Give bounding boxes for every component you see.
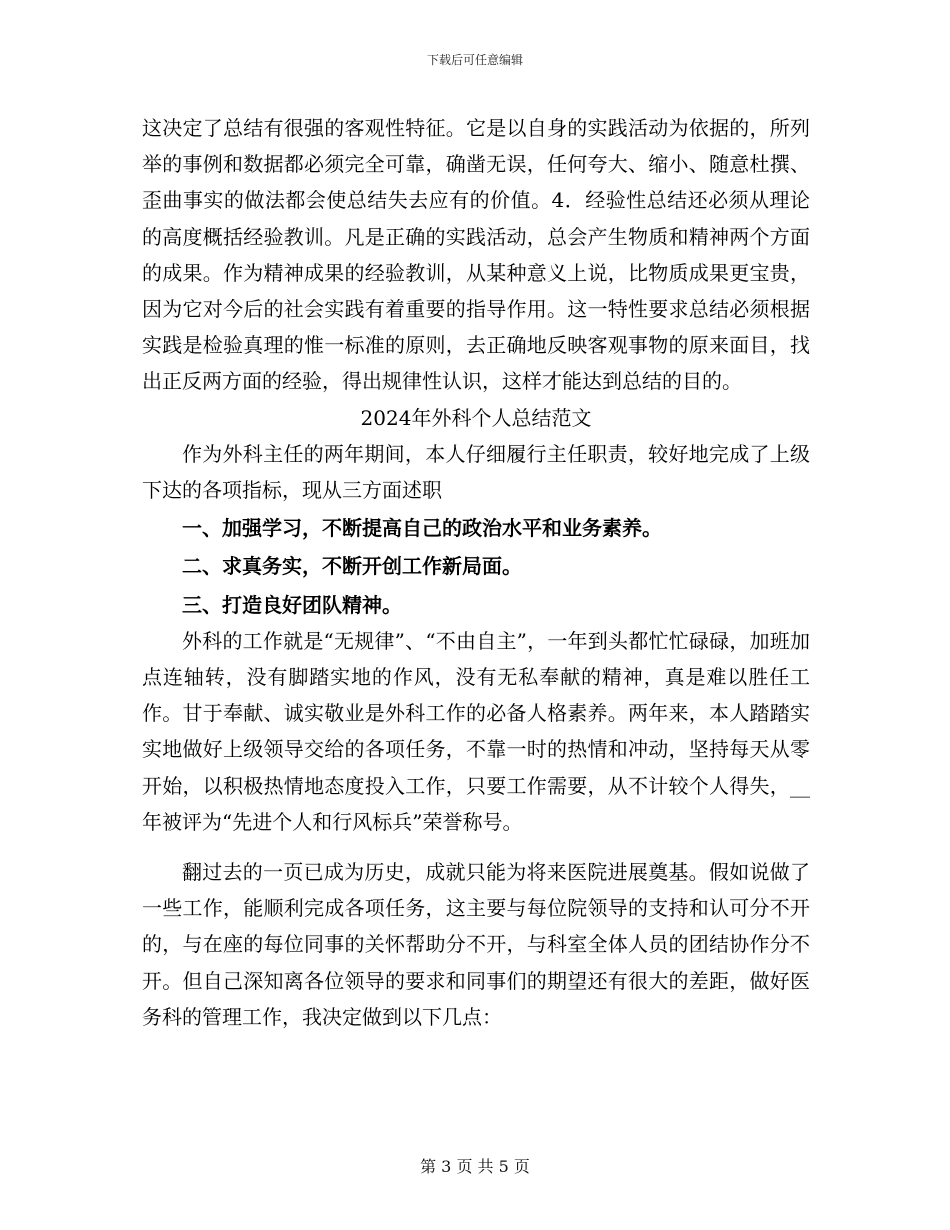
document-body bbox=[142, 110, 810, 1035]
page-number: 第 3 页 共 5 页 bbox=[420, 1157, 530, 1176]
section-heading-3: 三、打造良好团队精神。 bbox=[182, 592, 402, 617]
section-heading-2: 二、求真务实，不断开创工作新局面。 bbox=[182, 554, 522, 579]
document-title: 2024年外科个人总结范文 bbox=[360, 405, 592, 430]
section-heading-1: 一、加强学习，不断提高自己的政治水平和业务素养。 bbox=[182, 516, 662, 541]
paragraph-continuation: 这决定了总结有很强的客观性特征。它是以自身的实践活动为依据的，所列举的事例和数据都必须完全可靠，确凿无误，任何夸大、缩小、随意杜撰、歪曲事实的做法都会使总结失去应有的价值。4．经验性总结还必须从理论的高度概括经验教训。凡是正确的实践活动，总会产生物质和精神两个方面的成果。作为精神成果的经验教训，从某种意义上说，比物质成果更宝贵，因为它对今后的社会实践有着重要的指导作用。这一特性要求总结必须根据实践是检验真理的惟一标准的原则，去正确地反映客观事物的原来面目，找出正反两方面的经验，得出规律性认识，这样才能达到总结的目的。 bbox=[142, 116, 810, 394]
paragraph-reflection: 翻过去的一页已成为历史，成就只能为将来医院进展奠基。假如说做了一些工作，能顺利完成各项任务，这主要与每位院领导的支持和认可分不开的，与在座的每位同事的关怀帮助分不开，与科室全体人员的团结协作分不开。但自己深知离各位领导的要求和同事们的期望还有很大的差距，做好医务科的管理工作，我决定做到以下几点： bbox=[142, 860, 810, 1029]
paragraph-work: 外科的工作就是“无规律”、“不由自主”，一年到头都忙忙碌碌，加班加点连轴转，没有脚踏实地的作风，没有无私奉献的精神，真是难以胜任工作。甘于奉献、诚实敬业是外科工作的必备人格素养。两年来，本人踏踏实实地做好上级领导交给的各项任务，不靠一时的热情和冲动，坚持每天从零开始，以积极热情地态度投入工作，只要工作需要，从不计较个人得失，__年被评为“先进个人和行风标兵”荣誉称号。 bbox=[142, 628, 810, 834]
page-header: 下载后可任意编辑 bbox=[426, 53, 523, 67]
paragraph-intro: 作为外科主任的两年期间，本人仔细履行主任职责，较好地完成了上级下达的各项指标，现从三方面述职 bbox=[142, 441, 810, 503]
